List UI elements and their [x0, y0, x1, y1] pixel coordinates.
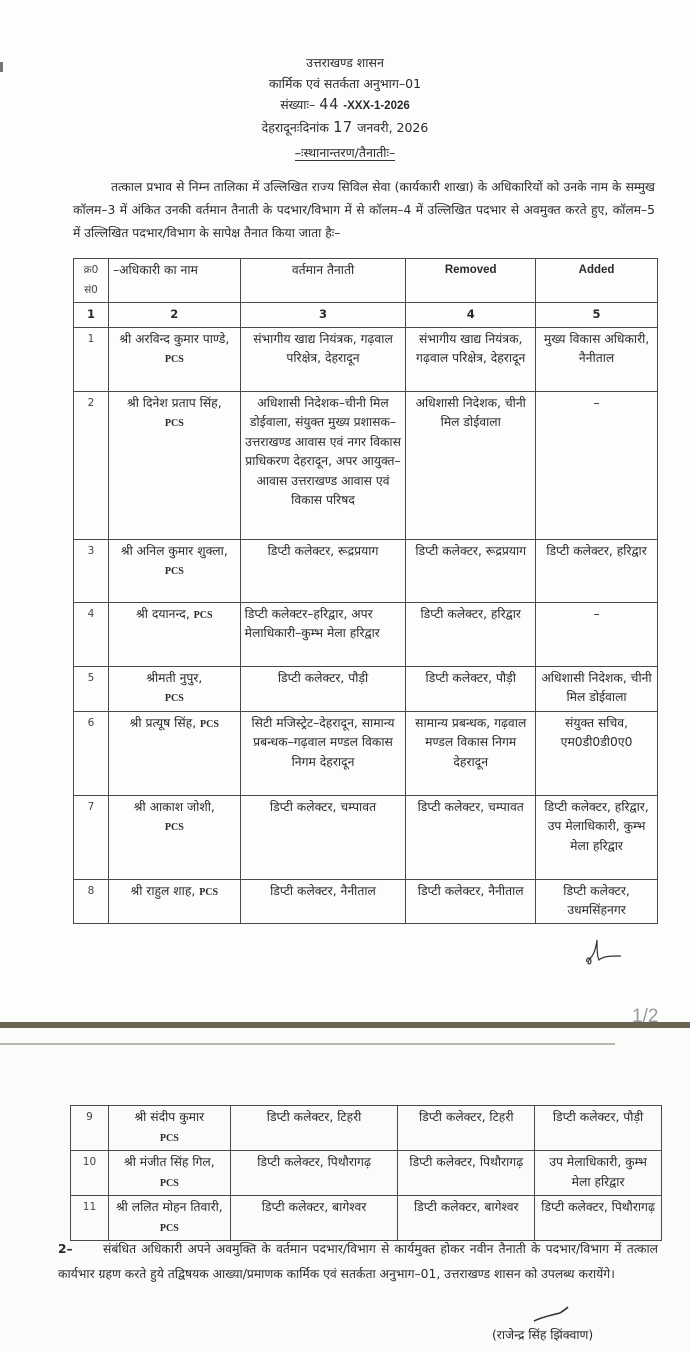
added-posting: डिप्टी कलेक्टर, उधमसिंहनगर [536, 879, 658, 923]
order-number: संख्याः– 44 -XXX-1-2026 [280, 95, 410, 113]
officer-name: श्री ललित मोहन तिवारी, PCS [108, 1196, 230, 1241]
removed-posting: डिप्टी कलेक्टर, रूद्रप्रयाग [406, 539, 536, 602]
table-row: 9 श्री संदीप कुमार PCS डिप्टी कलेक्टर, टिहरी डिप्टी कलेक्टर, टिहरी डिप्टी कलेक्टर, पौड़ी [71, 1106, 662, 1151]
intro-paragraph: तत्काल प्रभाव से निम्न तालिका में उल्लिखित राज्य सिविल सेवा (कार्यकारी शाखा) के अधिकारियों को उनके नाम के सम्मुख कॉलम–3 में अंकित उनकी वर्तमान तैनाती के पदभार/विभाग में से कॉलम–4 में उल्लिखित पदभार से अवमुक्त करते हुए, कॉलम–5 में उल्लिखित पदभार/विभाग के सापेक्ष तैनात किया जाता हैः– [73, 180, 655, 240]
govt-name: उत्तराखण्ड शासन [306, 55, 384, 70]
added-posting: डिप्टी कलेक्टर, हरिद्वार [536, 539, 658, 602]
removed-posting: डिप्टी कलेक्टर, टिहरी [398, 1106, 535, 1151]
officer-name: श्री आकाश जोशी, PCS [108, 795, 240, 879]
officer-name: श्री संदीप कुमार PCS [108, 1106, 230, 1151]
current-posting: डिप्टी कलेक्टर, नैनीताल [240, 879, 406, 923]
header-current: वर्तमान तैनाती [240, 259, 406, 303]
table-row: 3 श्री अनिल कुमार शुक्ला, PCS डिप्टी कलेक्टर, रूद्रप्रयाग डिप्टी कलेक्टर, रूद्रप्रयाग डिप्टी कलेक्टर, हरिद्वार [74, 539, 658, 602]
current-posting: डिप्टी कलेक्टर–हरिद्वार, अपर मेलाधिकारी–कुम्भ मेला हरिद्वार [240, 602, 406, 666]
removed-posting: डिप्टी कलेक्टर, नैनीताल [406, 879, 536, 923]
header-added: Added [536, 259, 658, 303]
officer-name: श्री अरविन्द कुमार पाण्डे, PCS [108, 327, 240, 391]
officer-name: श्री अनिल कुमार शुक्ला, PCS [108, 539, 240, 602]
table-row: 1 श्री अरविन्द कुमार पाण्डे, PCS संभागीय खाद्य नियंत्रक, गढ़वाल परिक्षेत्र, देहरादून संभागीय खाद्य नियंत्रक, गढ़वाल परिक्षेत्र, देहरादून मुख्य विकास अधिकारी, नैनीताल [74, 327, 658, 391]
header-name: –अधिकारी का नाम [108, 259, 240, 303]
removed-posting: सामान्य प्रबन्धक, गढ़वाल मण्डल विकास निगम देहरादून [406, 711, 536, 795]
officer-name: श्री राहुल शाह, PCS [108, 879, 240, 923]
document-header [0, 52, 690, 138]
officer-name: श्री दयानन्द, PCS [108, 602, 240, 666]
handwritten-number: 44 [319, 95, 340, 113]
added-posting: संयुक्त सचिव, एम0डी0डी0ए0 [536, 711, 658, 795]
added-posting: अधिशासी निदेशक, चीनी मिल डोईवाला [536, 666, 658, 711]
handwritten-date: 17 [333, 118, 354, 136]
current-posting: डिप्टी कलेक्टर, पिथौरागढ़ [230, 1151, 398, 1196]
table-row: 8 श्री राहुल शाह, PCS डिप्टी कलेक्टर, नैनीताल डिप्टी कलेक्टर, नैनीताल डिप्टी कलेक्टर, उधमसिंहनगर [74, 879, 658, 923]
order-date: देहरादूनःदिनांक 17 जनवरी, 2026 [261, 118, 429, 136]
table-row: 6 श्री प्रत्यूष सिंह, PCS सिटी मजिस्ट्रेट–देहरादून, सामान्य प्रबन्धक–गढ़वाल मण्डल विकास निगम देहरादून सामान्य प्रबन्धक, गढ़वाल मण्डल विकास निगम देहरादून संयुक्त सचिव, एम0डी0डी0ए0 [74, 711, 658, 795]
current-posting: अधिशासी निदेशक–चीनी मिल डोईवाला, संयुक्त मुख्य प्रशासक–उत्तराखण्ड आवास एवं नगर विकास प्राधिकरण देहरादून, अपर आयुक्त–आवास उत्तराखण्ड आवास एवं विकास परिषद [240, 391, 406, 539]
added-posting: – [536, 602, 658, 666]
added-posting: डिप्टी कलेक्टर, पिथौरागढ़ [535, 1196, 662, 1241]
table-row: 4 श्री दयानन्द, PCS डिप्टी कलेक्टर–हरिद्वार, अपर मेलाधिकारी–कुम्भ मेला हरिद्वार डिप्टी कलेक्टर, हरिद्वार – [74, 602, 658, 666]
header-removed: Removed [406, 259, 536, 303]
department-name: कार्मिक एवं सतर्कता अनुभाग–01 [268, 76, 422, 91]
added-posting: डिप्टी कलेक्टर, हरिद्वार, उप मेलाधिकारी, कुम्भ मेला हरिद्वार [536, 795, 658, 879]
paragraph-2: 2– संबंधित अधिकारी अपने अवमुक्ति के वर्तमान पदभार/विभाग से कार्यमुक्त होकर नवीन तैनाती के पदभार/विभाग में तत्काल कार्यभार ग्रहण करते हुये तद्विषयक आख्या/प्रमाणक कार्मिक एवं सतर्कता अनुभाग–01, उत्तराखण्ड शासन को उपलब्ध करायेंगे। [58, 1237, 658, 1287]
removed-posting: डिप्टी कलेक्टर, बागेश्वर [398, 1196, 535, 1241]
added-posting: मुख्य विकास अधिकारी, नैनीताल [536, 327, 658, 391]
current-posting: डिप्टी कलेक्टर, पौड़ी [240, 666, 406, 711]
table-row: 2 श्री दिनेश प्रताप सिंह, PCS अधिशासी निदेशक–चीनी मिल डोईवाला, संयुक्त मुख्य प्रशासक–उत्तराखण्ड आवास एवं नगर विकास प्राधिकरण देहरादून, अपर आयुक्त–आवास उत्तराखण्ड आवास एवं विकास परिषद अधिशासी निदेशक, चीनी मिल डोईवाला – [74, 391, 658, 539]
current-posting: सिटी मजिस्ट्रेट–देहरादून, सामान्य प्रबन्धक–गढ़वाल मण्डल विकास निगम देहरादून [240, 711, 406, 795]
removed-posting: डिप्टी कलेक्टर, हरिद्वार [406, 602, 536, 666]
table-row: 10 श्री मंजीत सिंह गिल, PCS डिप्टी कलेक्टर, पिथौरागढ़ डिप्टी कलेक्टर, पिथौरागढ़ उप मेलाधिकारी, कुम्भ मेला हरिद्वार [71, 1151, 662, 1196]
order-subject: –ःस्थानान्तरण/तैनातीः– [294, 145, 396, 160]
removed-posting: डिप्टी कलेक्टर, पौड़ी [406, 666, 536, 711]
table-row: 7 श्री आकाश जोशी, PCS डिप्टी कलेक्टर, चम्पावत डिप्टी कलेक्टर, चम्पावत डिप्टी कलेक्टर, हरिद्वार, उप मेलाधिकारी, कुम्भ मेला हरिद्वार [74, 795, 658, 879]
removed-posting: अधिशासी निदेशक, चीनी मिल डोईवाला [406, 391, 536, 539]
current-posting: डिप्टी कलेक्टर, बागेश्वर [230, 1196, 398, 1241]
officer-name: श्रीमती नुपुर, PCS [108, 666, 240, 711]
removed-posting: संभागीय खाद्य नियंत्रक, गढ़वाल परिक्षेत्र, देहरादून [406, 327, 536, 391]
table-header-row [74, 259, 658, 303]
signature-initials [583, 934, 623, 968]
current-posting: डिप्टी कलेक्टर, चम्पावत [240, 795, 406, 879]
officer-name: श्री मंजीत सिंह गिल, PCS [108, 1151, 230, 1196]
signature-mark [530, 1305, 570, 1325]
page-edge-line [0, 1043, 615, 1045]
removed-posting: डिप्टी कलेक्टर, चम्पावत [406, 795, 536, 879]
added-posting: उप मेलाधिकारी, कुम्भ मेला हरिद्वार [535, 1151, 662, 1196]
signatory-name: (राजेन्द्र सिंह झिंक्वाण) [492, 1328, 594, 1342]
table-row: 11 श्री ललित मोहन तिवारी, PCS डिप्टी कलेक्टर, बागेश्वर डिप्टी कलेक्टर, बागेश्वर डिप्टी कलेक्टर, पिथौरागढ़ [71, 1196, 662, 1241]
transfer-table-page1 [73, 258, 658, 924]
table-row: 5 श्रीमती नुपुर, PCS डिप्टी कलेक्टर, पौड़ी डिप्टी कलेक्टर, पौड़ी अधिशासी निदेशक, चीनी मिल डोईवाला [74, 666, 658, 711]
officer-name: श्री प्रत्यूष सिंह, PCS [108, 711, 240, 795]
removed-posting: डिप्टी कलेक्टर, पिथौरागढ़ [398, 1151, 535, 1196]
paragraph-number: 2– [58, 1242, 73, 1256]
current-posting: डिप्टी कलेक्टर, टिहरी [230, 1106, 398, 1151]
current-posting: संभागीय खाद्य नियंत्रक, गढ़वाल परिक्षेत्र, देहरादून [240, 327, 406, 391]
transfer-table-page2 [70, 1105, 662, 1241]
current-posting: डिप्टी कलेक्टर, रूद्रप्रयाग [240, 539, 406, 602]
column-number-row: 1 2 3 4 5 [74, 303, 658, 328]
added-posting: – [536, 391, 658, 539]
page-indicator: 1/2 [632, 1006, 659, 1027]
header-sn: क्र0 सं0 [74, 259, 109, 303]
added-posting: डिप्टी कलेक्टर, पौड़ी [535, 1106, 662, 1151]
officer-name: श्री दिनेश प्रताप सिंह, PCS [108, 391, 240, 539]
